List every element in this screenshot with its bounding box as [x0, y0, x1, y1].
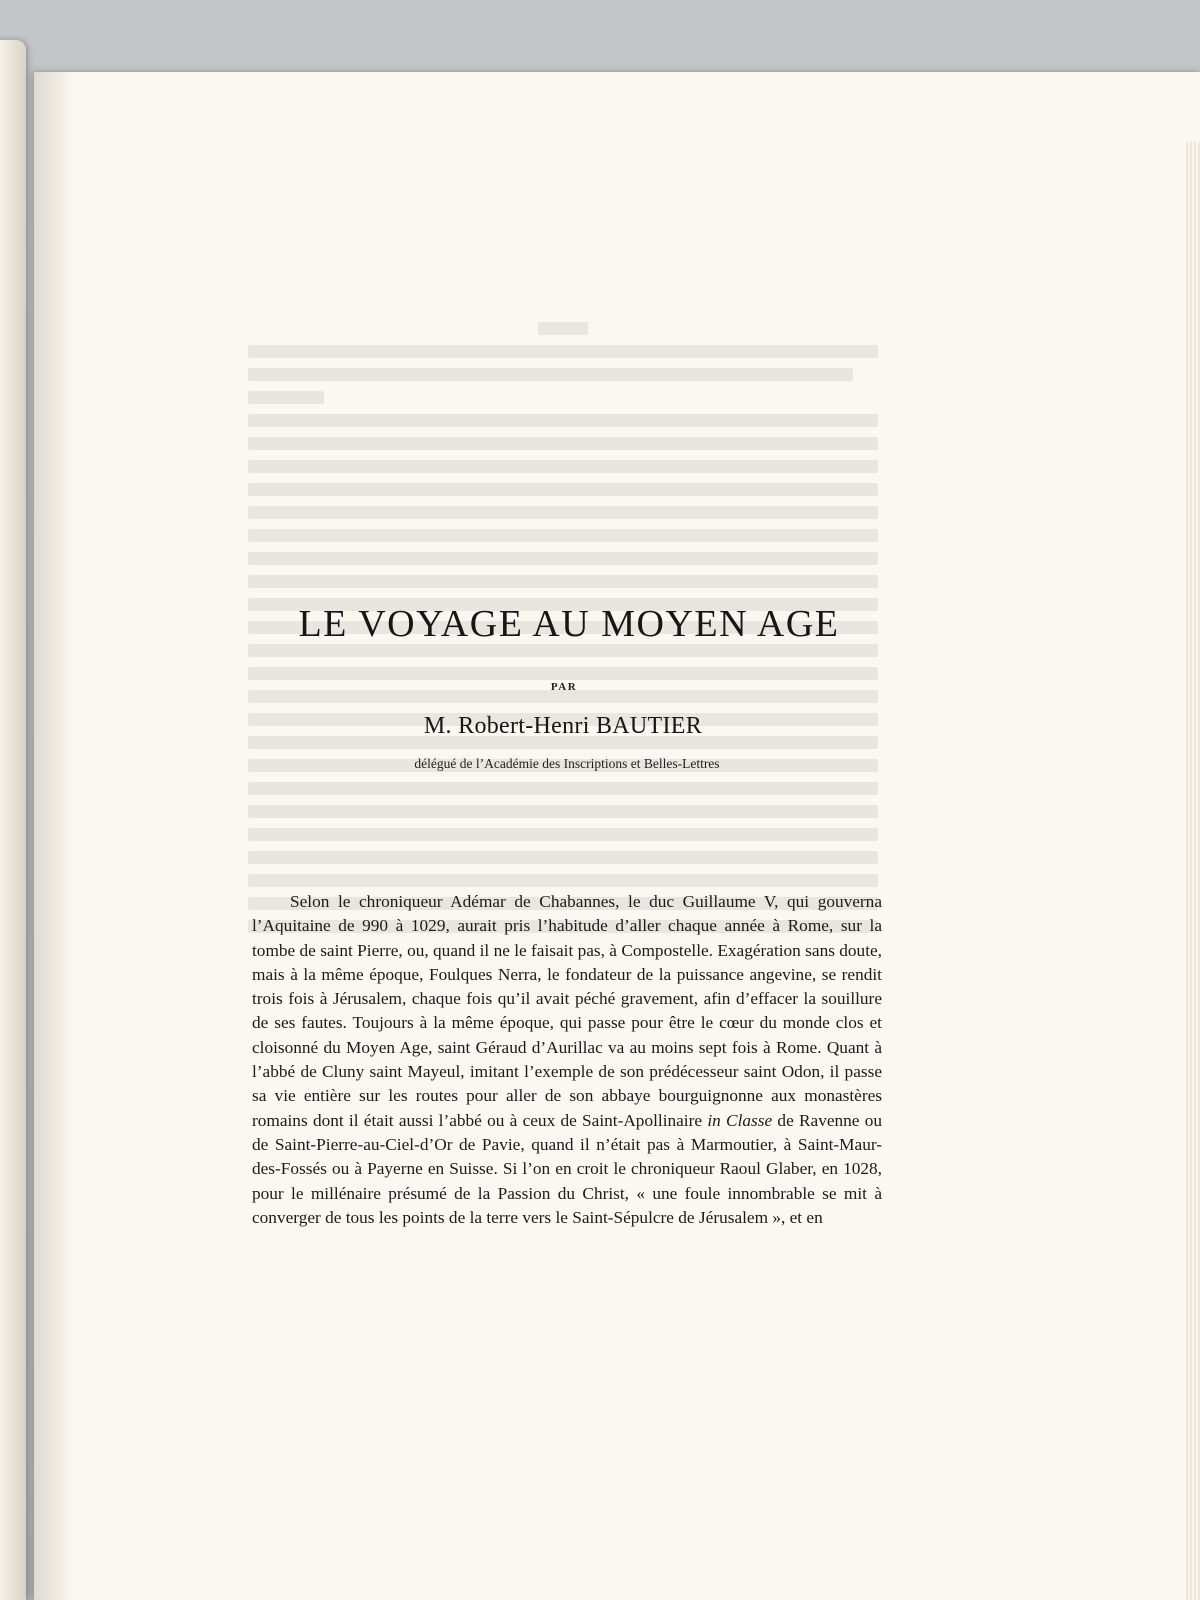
article-title: LE VOYAGE AU MOYEN AGE	[298, 603, 840, 645]
author-name: M. Robert-Henri BAUTIER	[423, 713, 703, 739]
body-paragraph	[252, 890, 882, 1230]
facing-page-edge	[0, 40, 26, 1600]
author-affiliation: délégué de l’Académie des Inscriptions et Belles-Lettres	[414, 756, 720, 771]
page-edge-stack	[1186, 142, 1200, 1600]
paragraph-italic: in Classe	[707, 1110, 773, 1130]
book-page	[34, 72, 1200, 1600]
paragraph-text-part1: Selon le chroniqueur Adémar de Chabannes, le duc Guillaume V, qui gouverna l’Aquitaine de 990 à 1029, aurait pris l’habitude d’aller chaque année à Rome, sur la tombe de saint Pierre, ou, quand il ne le faisait pas, à Compostelle. Exagération sans doute, mais à la même époque, Foulques Nerra, le fondateur de la puissance angevine, se rendit trois fois à Jérusalem, chaque fois qu’il avait péché gravement, afin d’effacer la souillure de ses fautes. Toujours à la même époque, qui passe pour être le cœur du monde clos et cloisonné du Moyen Age, saint Géraud d’Aurillac va au moins sept fois à Rome. Quant à l’abbé de Cluny saint Mayeul, imitant l’exemple de son prédécesseur saint Odon, il passe sa vie entière sur les routes pour aller de son abbaye bourguignonne aux monastères romains dont il était aussi l’abbé ou à ceux de Saint-Apollinaire	[252, 892, 882, 1130]
paragraph-text-part2: de Ravenne ou de Saint-Pierre-au-Ciel-d’Or de Pavie, quand il n’était pas à Marmoutier, à Saint-Maur-des-Fossés ou à Payerne en Suisse. Si l’on en croit le chroniqueur Raoul Glaber, en 1028, pour le millénaire présumé de la Passion du Christ, « une foule innombrable se mit à converger de tous les points de la terre vers le Saint-Sépulcre de Jérusalem », et en	[252, 1110, 883, 1227]
byline-par: PAR	[550, 681, 578, 693]
